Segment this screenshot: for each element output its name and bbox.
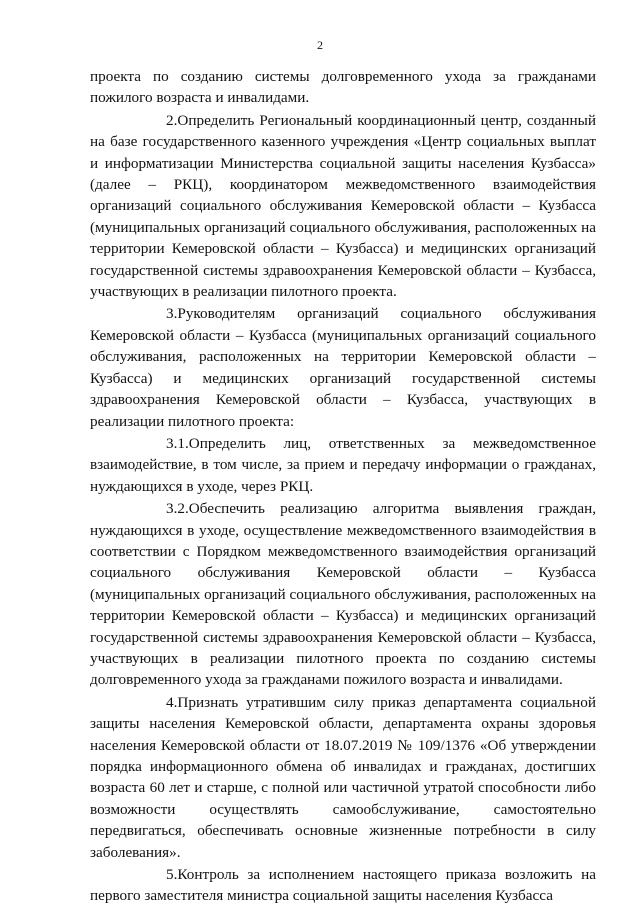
paragraph-number: 2. <box>166 111 178 129</box>
paragraph-3 <box>90 303 596 431</box>
paragraph-3-1 <box>90 433 596 497</box>
paragraph-continuation <box>90 66 596 109</box>
paragraph-2 <box>90 110 596 303</box>
paragraph-number: 3. <box>166 305 178 323</box>
paragraph-4 <box>90 692 596 863</box>
paragraph-text: Определить лиц, ответственных за межведомственное взаимодействие, в том числе, за прием и передачу информации о гражданах, нуждающихся в уходе, через РКЦ. <box>90 434 596 495</box>
paragraph-number: 3.2. <box>166 500 189 518</box>
paragraph-text: Руководителям организаций социального обслуживания Кемеровской области – Кузбасса (муниципальных организаций социального обслуживания, расположенных на территории Кемеровской области – Кузбасса) и медицинских организаций государственной системы здравоохранения Кемеровской области – Кузбасса, участвующих в реализации пилотного проекта: <box>90 305 596 430</box>
paragraph-5 <box>90 864 596 907</box>
page-number: 2 <box>317 38 323 52</box>
document-body <box>90 66 596 908</box>
paragraph-text: Определить Региональный координационный центр, созданный на базе государственного казенного учреждения «Центр социальных выплат и информатизации Министерства социальной защиты населения Кузбасса» (далее – РКЦ), координатором межведомственного взаимодействия организаций социального обслуживания Кемеровской области – Кузбасса (муниципальных организаций социального обслуживания, расположенных на территории Кемеровской области – Кузбасса) и медицинских организаций государственной системы здравоохранения Кемеровской области – Кузбасса, участвующих в реализации пилотного проекта. <box>90 111 596 301</box>
paragraph-number: 5. <box>166 866 178 884</box>
paragraph-number: 4. <box>166 693 178 711</box>
paragraph-text: Контроль за исполнением настоящего приказа возложить на первого заместителя министра социальной защиты населения Кузбасса <box>90 866 596 905</box>
paragraph-number: 3.1. <box>166 434 189 452</box>
paragraph-text: Признать утратившим силу приказ департамента социальной защиты населения Кемеровской области, департамента охраны здоровья населения Кемеровской области от 18.07.2019 № 109/1376 «Об утверждении порядка информационного обмена об инвалидах и гражданах, достигших возраста 60 лет и старше, с полной или частичной утратой способности либо возможности осуществлять самообслуживание, самостоятельно передвигаться, обеспечивать основные жизненные потребности в силу заболевания». <box>90 693 596 861</box>
paragraph-text: Обеспечить реализацию алгоритма выявления граждан, нуждающихся в уходе, осуществление межведомственного взаимодействия в соответствии с Порядком межведомственного взаимодействия организаций социального обслуживания Кемеровской области – Кузбасса (муниципальных организаций социального обслуживания, расположенных на территории Кемеровской области – Кузбасса) и медицинских организаций государственной системы здравоохранения Кемеровской области – Кузбасса, участвующих в реализации пилотного проекта по созданию системы долговременного ухода за гражданами пожилого возраста и инвалидами. <box>90 500 596 689</box>
paragraph-3-2 <box>90 498 596 691</box>
paragraph-text: проекта по созданию системы долговременного ухода за гражданами пожилого возраста и инвалидами. <box>90 68 596 107</box>
